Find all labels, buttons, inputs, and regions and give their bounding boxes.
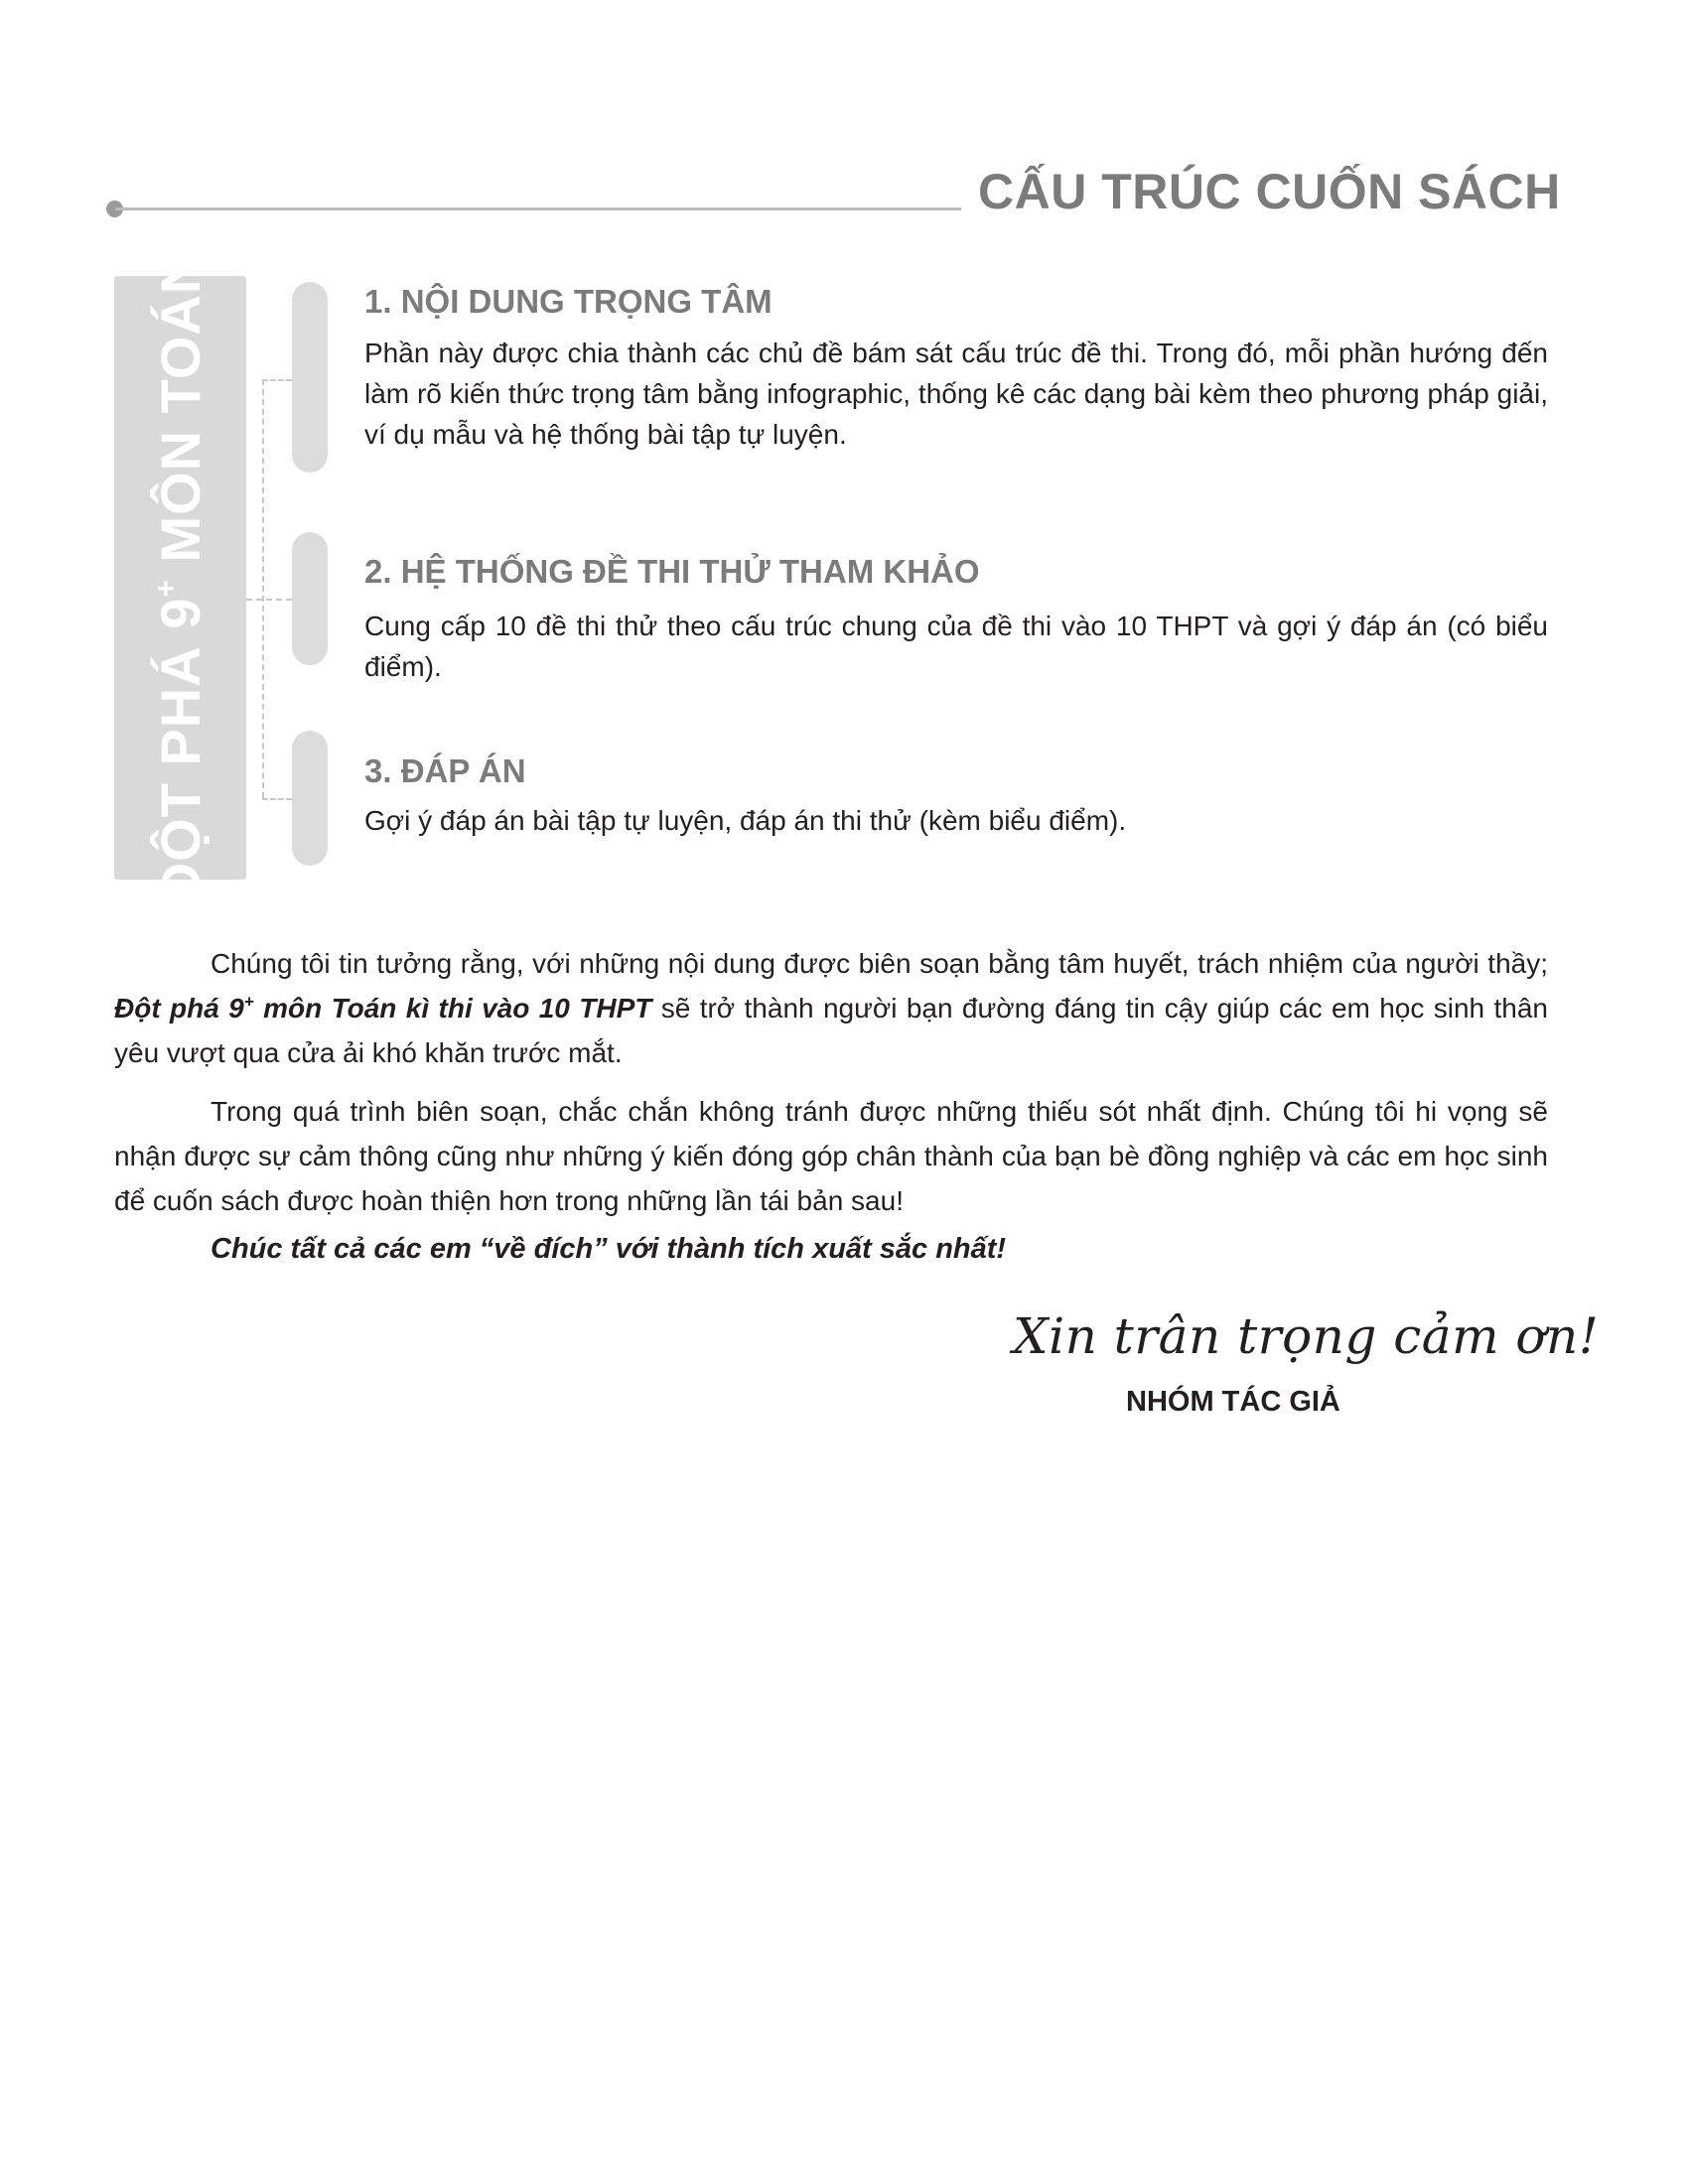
section-1-body: Phần này được chia thành các chủ đề bám sát cấu trúc đề thi. Trong đó, mỗi phần hướng đến làm rõ kiến thức trọng tâm bằng infographic, thống kê các dạng bài kèm theo phương pháp giải, ví dụ mẫu và hệ thống bài tập tự luyện. — [364, 338, 1548, 450]
header-rule — [115, 207, 961, 210]
connector-vertical — [262, 379, 264, 798]
side-tab — [114, 252, 246, 903]
book-title-part1: Đột phá 9 — [114, 993, 244, 1024]
book-title-sup: + — [243, 992, 254, 1012]
side-tab-label-part1: ĐỘT PHÁ 9 — [148, 597, 211, 903]
section-2-bracket — [292, 532, 328, 665]
author-group: NHÓM TÁC GIẢ — [1126, 1386, 1340, 1418]
page-title: CẤU TRÚC CUỐN SÁCH — [978, 164, 1561, 219]
intro-paragraph-2: Trong quá trình biên soạn, chắc chắn không tránh được những thiếu sót nhất định. Chúng tôi hi vọng sẽ nhận được sự cảm thông cũng như những ý kiến đóng góp chân thành của bạn bè đồng nghiệp và các em học sinh để cuốn sách được hoàn thiện hơn trong những lần tái bản sau! — [114, 1096, 1548, 1216]
section-1-title: 1. NỘI DUNG TRỌNG TÂM — [364, 283, 773, 320]
intro-paragraph-1-start: Chúng tôi tin tưởng rằng, với những nội dung được biên soạn bằng tâm huyết, trách nhiệm của người thầy; — [211, 948, 1548, 979]
section-2-title: 2. HỆ THỐNG ĐỀ THI THỬ THAM KHẢO — [364, 553, 980, 590]
intro-paragraph-1 — [114, 941, 1548, 1075]
section-3-title: 3. ĐÁP ÁN — [364, 752, 526, 789]
signature-thanks: Xin trân trọng cảm ơn! — [1013, 1307, 1600, 1365]
side-tab-label-sup: + — [149, 579, 183, 598]
connector-1 — [262, 379, 292, 381]
side-tab-label — [149, 253, 212, 903]
section-1-bracket — [292, 282, 328, 473]
section-3-bracket — [292, 731, 328, 866]
connector-2 — [246, 599, 292, 601]
book-title — [114, 993, 651, 1024]
closing-wish: Chúc tất cả các em “về đích” với thành tích xuất sắc nhất! — [211, 1233, 1007, 1265]
book-title-part2: môn Toán kì thi vào 10 THPT — [253, 993, 652, 1024]
section-3-body: Gợi ý đáp án bài tập tự luyện, đáp án thi thử (kèm biểu điểm). — [364, 805, 1127, 836]
side-tab-label-part2: MÔN TOÁN — [148, 252, 211, 580]
connector-3 — [262, 798, 292, 800]
intro-paragraph-1-end: sẽ trở thành người bạn đường đáng tin cậy giúp các em học sinh thân yêu vượt qua cửa ải khó khăn trước mắt. — [114, 993, 1548, 1068]
section-2-body: Cung cấp 10 đề thi thử theo cấu trúc chung của đề thi vào 10 THPT và gợi ý đáp án (có biểu điểm). — [364, 611, 1548, 682]
